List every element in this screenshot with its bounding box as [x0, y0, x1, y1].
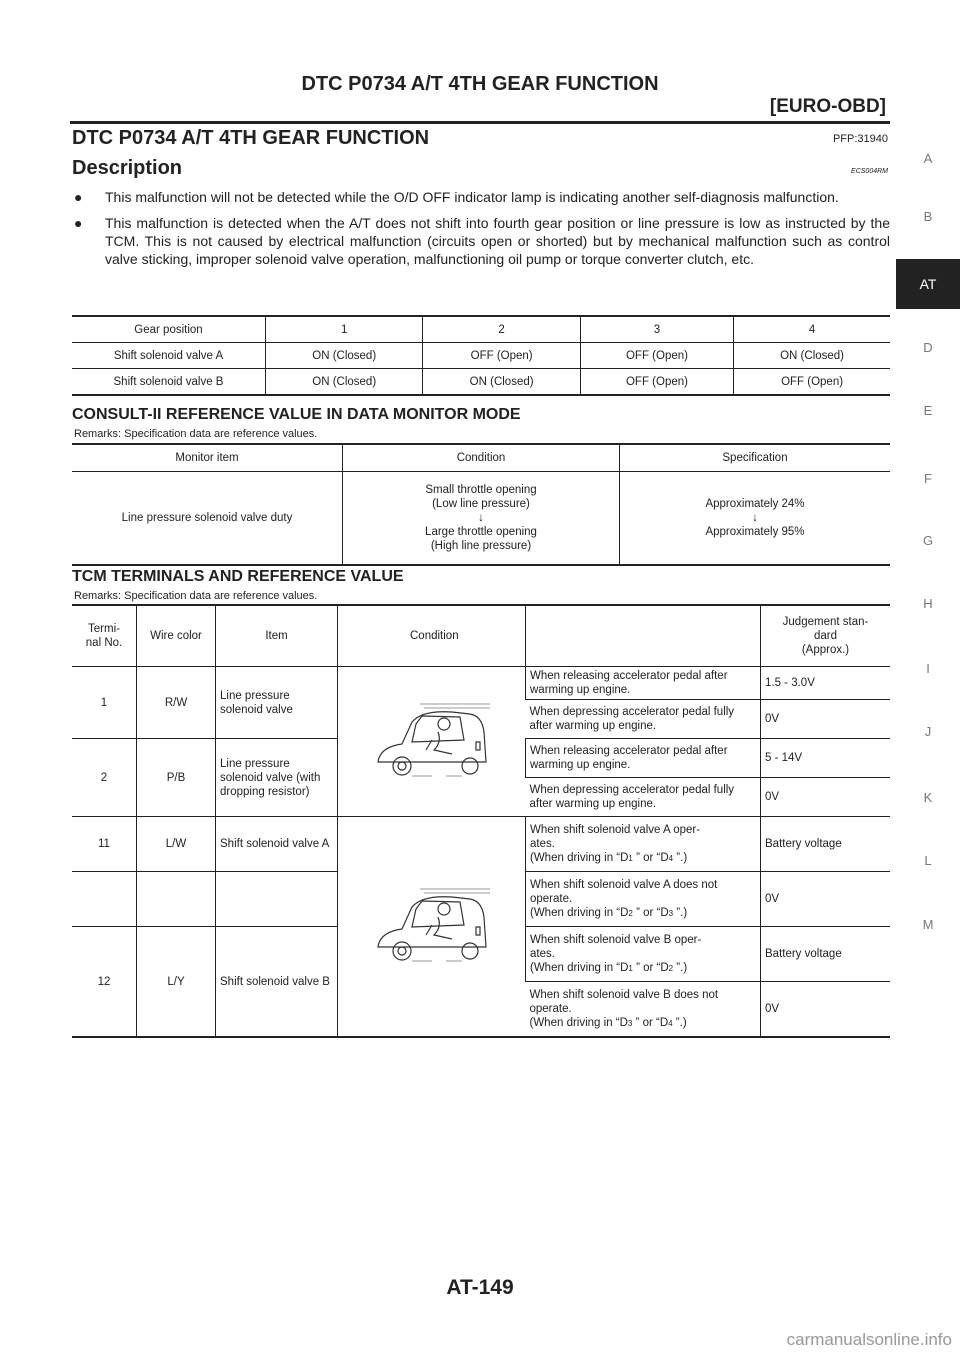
table-cell: 0V [761, 872, 891, 927]
table-cell: Line pressure solenoid valve [216, 667, 338, 739]
side-index-item-active[interactable]: AT [896, 259, 960, 309]
description-heading: Description [72, 157, 183, 179]
page-number: AT-149 [446, 1276, 514, 1299]
side-index-item[interactable]: G [922, 533, 934, 548]
side-index-item[interactable]: E [923, 403, 933, 418]
table-cell: ON (Closed) [266, 343, 423, 369]
section-title: DTC P0734 A/T 4TH GEAR FUNCTION [72, 127, 430, 149]
table-cell: When depressing accelerator pedal fully after warming up engine. [526, 700, 761, 739]
table-row [72, 369, 890, 396]
table-cell: Judgement stan- dard (Approx.) [761, 605, 891, 667]
table-cell: ON (Closed) [423, 369, 580, 396]
table-row [72, 343, 890, 369]
table-cell: Shift solenoid valve B [72, 369, 266, 396]
description-bullets [72, 188, 890, 276]
table-cell: Line pressure solenoid valve (with dropping resistor) [216, 739, 338, 817]
consult-remarks: Remarks: Specification data are reference values. [74, 428, 318, 440]
page-header-subtitle: [EURO-OBD] [769, 96, 886, 117]
side-index-item[interactable]: J [924, 724, 932, 739]
table-cell: 1 [266, 316, 423, 343]
table-cell [137, 872, 216, 927]
description-code: ECS004RM [851, 168, 888, 175]
table-cell: OFF (Open) [423, 343, 580, 369]
table-cell: 1.5 - 3.0V [761, 667, 891, 700]
table-cell: 12 [72, 927, 137, 1038]
table-cell: When shift solenoid valve B does not operate. (When driving in “D3 ” or “D4 ”.) [526, 982, 761, 1038]
driver-illustration-cell [338, 667, 526, 817]
car-driver-illustration [372, 692, 492, 787]
table-cell: 3 [580, 316, 733, 343]
tcm-heading: TCM TERMINALS AND REFERENCE VALUE [72, 568, 404, 585]
table-cell: When shift solenoid valve A oper- ates. (When driving in “D1 ” or “D4 ”.) [526, 817, 761, 872]
arrow-down-icon: ↓ [478, 512, 484, 524]
table-cell: Condition [526, 605, 761, 667]
table-cell: L/W [137, 817, 216, 872]
table-cell: 5 - 14V [761, 739, 891, 778]
table-cell: 0V [761, 982, 891, 1038]
table-header-row [72, 316, 890, 343]
table-cell: Wire color [137, 605, 216, 667]
side-index-item[interactable]: K [923, 790, 933, 805]
table-cell: Item [216, 605, 338, 667]
table-cell [216, 872, 338, 927]
table-cell: L/Y [137, 927, 216, 1038]
side-index-item[interactable]: D [923, 340, 933, 355]
table-header-row [72, 444, 890, 472]
table-row [72, 817, 890, 872]
bullet-item: ● This malfunction will not be detected while the O/D OFF indicator lamp is indicating another self-diagnosis malfunction. [74, 189, 839, 205]
table-cell: Shift solenoid valve B [216, 927, 338, 1038]
tcm-table [72, 604, 890, 1038]
watermark: carmanualsonline.info [786, 1330, 952, 1349]
table-cell: Gear position [134, 323, 203, 336]
table-cell: 4 [734, 316, 890, 343]
side-index-item[interactable]: F [924, 471, 932, 486]
table-cell: Approximately 24% ↓ Approximately 95% [620, 472, 891, 566]
table-cell: When shift solenoid valve B oper- ates. (When driving in “D1 ” or “D2 ”.) [526, 927, 761, 982]
side-index-item[interactable]: B [923, 209, 933, 224]
table-cell: ON (Closed) [734, 343, 890, 369]
bullet-icon: ● [74, 215, 83, 231]
bullet-icon: ● [74, 189, 83, 205]
table-cell: OFF (Open) [734, 369, 890, 396]
table-cell: 2 [423, 316, 580, 343]
gear-position-table [72, 315, 890, 396]
side-index-item[interactable]: A [923, 151, 933, 166]
side-index-item[interactable]: H [923, 596, 933, 611]
side-index-item[interactable]: L [924, 853, 932, 868]
part-code: PFP:31940 [832, 133, 888, 145]
table-cell: OFF (Open) [580, 369, 733, 396]
table-cell: P/B [137, 739, 216, 817]
table-header-row [72, 605, 890, 667]
consult-table [72, 443, 890, 566]
table-cell: When releasing accelerator pedal after warming up engine. [526, 739, 761, 778]
table-cell: Shift solenoid valve A [216, 817, 338, 872]
table-cell: Condition [343, 444, 620, 472]
table-cell: 2 [72, 739, 137, 817]
table-cell [72, 872, 137, 927]
table-cell: Battery voltage [761, 927, 891, 982]
table-cell: When shift solenoid valve A does not operate. (When driving in “D2 ” or “D3 ”.) [526, 872, 761, 927]
table-cell: When releasing accelerator pedal after warming up engine. [526, 667, 761, 700]
table-cell: Shift solenoid valve A [72, 343, 266, 369]
bullet-item: ● This malfunction is detected when the A/T does not shift into fourth gear position or line pressure is low as instructed by the TCM. This is not caused by electrical malfunction (circuits open or shorted) but by mechanical malfunction such as control valve sticking, improper solenoid valve operation, malfunctioning oil pump or torque converter clutch, etc. [74, 215, 890, 267]
side-index-item[interactable]: I [926, 661, 930, 676]
table-cell: 0V [761, 700, 891, 739]
header-rule [70, 121, 890, 124]
table-cell: Line pressure solenoid valve duty [72, 472, 343, 566]
table-cell: When depressing accelerator pedal fully after warming up engine. [526, 778, 761, 817]
table-cell: 11 [72, 817, 137, 872]
table-cell: ON (Closed) [266, 369, 423, 396]
table-cell: Battery voltage [761, 817, 891, 872]
arrow-down-icon: ↓ [752, 512, 758, 524]
driver-illustration-cell [338, 817, 526, 1038]
table-cell: 0V [761, 778, 891, 817]
page-header-title: DTC P0734 A/T 4TH GEAR FUNCTION [301, 73, 659, 95]
consult-heading: CONSULT-II REFERENCE VALUE IN DATA MONITOR MODE [72, 406, 521, 423]
tcm-remarks: Remarks: Specification data are reference values. [74, 590, 318, 602]
car-driver-illustration [372, 877, 492, 972]
table-cell: Monitor item [175, 452, 239, 464]
table-row [72, 667, 890, 700]
table-cell: Specification [620, 444, 891, 472]
table-cell: 1 [72, 667, 137, 739]
table-row [72, 472, 890, 566]
table-cell: Termi- nal No. [85, 623, 123, 649]
side-index-item[interactable]: M [922, 917, 934, 932]
table-cell: R/W [137, 667, 216, 739]
table-cell: OFF (Open) [580, 343, 733, 369]
table-cell: Small throttle opening (Low line pressure) ↓ Large throttle opening (High line pressure) [343, 472, 620, 566]
